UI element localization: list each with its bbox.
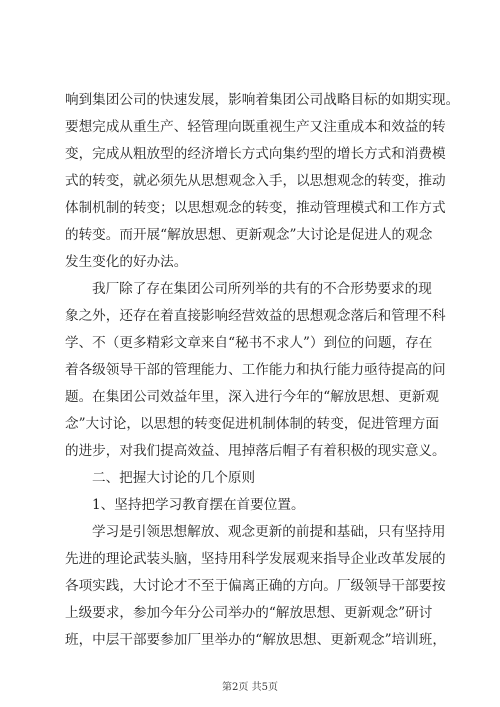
body-text-line: 题。在集团公司效益年里，深入进行今年的“解放思想、更新观	[65, 389, 439, 405]
body-text-line: 念”大讨论，以思想的转变促进机制体制的转变，促进管理方面	[65, 416, 439, 432]
body-text-line: 发生变化的好办法。	[65, 254, 188, 270]
body-text-line: 班，中层干部要参加厂里举办的“解放思想、更新观念”培训班，	[65, 632, 446, 648]
section-heading: 二、把握大讨论的几个原则	[92, 470, 256, 486]
page-number-footer: 第2页 共5页	[222, 682, 278, 693]
body-text-line: 我厂除了存在集团公司所列举的共有的不合形势要求的现	[92, 281, 432, 297]
body-text-line: 着各级领导干部的管理能力、工作能力和执行能力亟待提高的问	[65, 362, 446, 378]
body-text-line: 各项实践，大讨论才不至于偏离正确的方向。厂级领导干部要按	[65, 578, 446, 594]
body-text-line: 先进的理论武装头脑，坚持用科学发展观来指导企业改革发展的	[65, 551, 446, 567]
body-text-line: 上级要求，参加今年分公司举办的“解放思想、更新观念”研讨	[65, 605, 433, 621]
body-text-line: 的转变。而开展“解放思想、更新观念”大讨论是促进人的观念	[65, 227, 433, 243]
body-text-line: 学习是引领思想解放、观念更新的前提和基础，只有坚持用	[92, 524, 446, 540]
subsection-heading: 1、坚持把学习教育摆在首要位置。	[92, 497, 305, 513]
body-text-line: 响到集团公司的快速发展，影响着集团公司战略目标的如期实现。	[65, 92, 460, 108]
body-text-line: 的进步，对我们提高效益、甩掉落后帽子有着积极的现实意义。	[65, 443, 446, 459]
body-text-line: 式的转变，就必须先从思想观念入手，以思想观念的转变，推动	[65, 173, 446, 189]
body-text-line: 体制机制的转变；以思想观念的转变，推动管理模式和工作方式	[65, 200, 446, 216]
body-text-line: 象之外，还存在着直接影响经营效益的思想观念落后和管理不科	[65, 308, 446, 324]
body-text-line: 变，完成从粗放型的经济增长方式向集约型的增长方式和消费模	[65, 146, 446, 162]
body-text-line: 学、不（更多精彩文章来自“秘书不求人”）到位的问题，存在	[65, 335, 433, 351]
body-text-line: 要想完成从重生产、轻管理向既重视生产又注重成本和效益的转	[65, 119, 446, 135]
